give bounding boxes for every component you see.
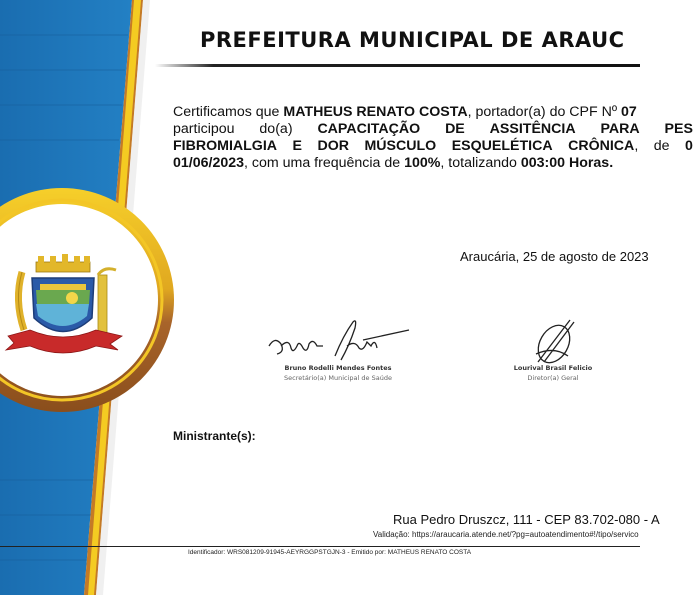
signature-block-director (498, 316, 608, 382)
title-divider (155, 64, 640, 67)
course-word: FIBROMIALGIA (173, 138, 278, 154)
handwritten-signature-icon (263, 316, 413, 364)
course-word: CRÔNICA (568, 138, 635, 154)
course-word: ASSITÊNCIA (489, 121, 576, 137)
text-segment: de (653, 138, 670, 154)
total-hours: 003:00 Horas. (520, 155, 614, 171)
course-word: ESQUELÉTICA (451, 138, 553, 154)
text-segment: , com uma frequência de (244, 155, 405, 171)
signature-block-secretary (258, 316, 418, 382)
cpf-number: 07 (620, 104, 637, 120)
ministrante-label: Ministrante(s): (173, 429, 256, 443)
course-word: DOR (317, 138, 349, 154)
footer-address: Rua Pedro Druszcz, 111 - CEP 83.702-080 - A (393, 512, 660, 527)
document-identifier: Identificador: WRS081209-91945-AEYRGGPSTGJN-3 - Emitido por: MATHEUS RENATO COSTA (188, 549, 472, 556)
course-word: PES (664, 121, 693, 137)
certificate-line-1 (173, 104, 693, 121)
signer-name: Bruno Rodelli Mendes Fontes (284, 364, 392, 372)
footer-divider (0, 546, 640, 547)
course-word: CAPACITAÇÃO (317, 121, 421, 137)
frequency: 100% (404, 155, 441, 171)
certificate-body (173, 104, 693, 172)
text-segment: Certificamos que (173, 104, 284, 120)
signer-name: Lourival Brasil Felicio (513, 364, 593, 372)
issue-date: Araucária, 25 de agosto de 2023 (460, 249, 649, 264)
certificate-line-2 (173, 121, 693, 138)
text-segment: do(a) (259, 121, 293, 137)
decorative-sidebar (0, 0, 160, 595)
participant-name: MATHEUS RENATO COSTA (283, 104, 468, 120)
course-word: DE (445, 121, 465, 137)
start-date-fragment: 0 (685, 138, 693, 154)
sidebar-banner-graphic (0, 0, 160, 595)
signer-role: Secretário(a) Municipal de Saúde (284, 374, 392, 382)
certificate-line-3 (173, 138, 693, 155)
text-segment: , portador(a) do CPF Nº (467, 104, 621, 120)
course-word: E (292, 138, 302, 154)
end-date: 01/06/2023 (173, 155, 245, 171)
validation-link[interactable]: Validação: https://araucaria.atende.net/?pg=autoatendimento#!/tipo/servico (373, 530, 639, 539)
certificate-line-4 (173, 155, 693, 172)
page-title: PREFEITURA MUNICIPAL DE ARAUC (200, 28, 625, 52)
course-word: MÚSCULO (364, 138, 437, 154)
text-segment: participou (173, 121, 235, 137)
signer-role: Diretor(a) Geral (527, 374, 579, 382)
course-word: PARA (600, 121, 640, 137)
text-segment: , totalizando (440, 155, 521, 171)
text-segment: , (634, 138, 639, 154)
handwritten-signature-icon (518, 316, 588, 364)
